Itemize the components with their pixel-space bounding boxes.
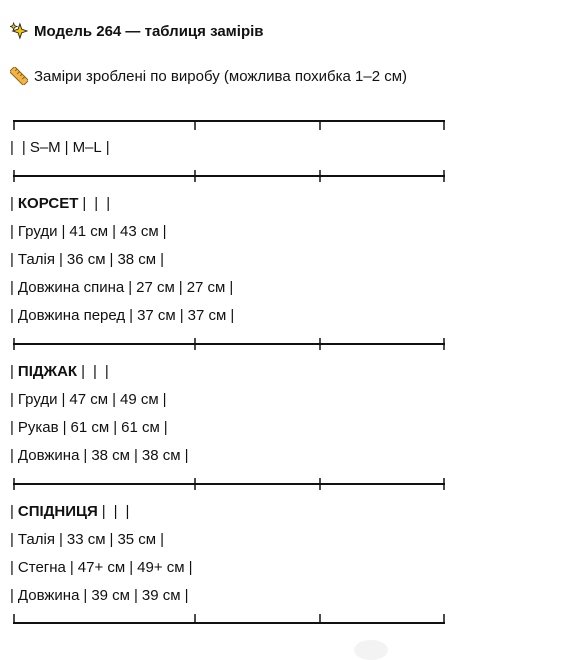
table-row: | Талія | 36 см | 38 см | [10, 251, 165, 268]
table-separator [13, 614, 445, 628]
title-text: Модель 264 — таблиця замірів [34, 22, 264, 40]
table-separator [13, 118, 445, 132]
table-row: | Стегна | 47+ см | 49+ см | [10, 559, 193, 576]
sparkles-icon [10, 22, 28, 40]
table-separator [13, 478, 445, 492]
table-row: | Груди | 47 см | 49 см | [10, 391, 167, 408]
table-row: | Довжина перед | 37 см | 37 см | [10, 307, 235, 324]
ruler-icon [10, 67, 28, 85]
section-heading-skirt: | СПІДНИЦЯ | | | [10, 503, 130, 520]
table-header-row: | | S–M | M–L | [10, 139, 110, 156]
table-row: | Довжина | 38 см | 38 см | [10, 447, 189, 464]
section-heading-corset: | КОРСЕТ | | | [10, 195, 111, 212]
table-separator [13, 338, 445, 352]
table-row: | Довжина спина | 27 см | 27 см | [10, 279, 234, 296]
note-text: Заміри зроблені по виробу (можлива похибка 1–2 см) [34, 67, 408, 85]
page-title [10, 22, 264, 40]
section-heading-jacket: | ПІДЖАК | | | [10, 363, 109, 380]
reaction-badge [354, 640, 388, 660]
table-separator [13, 170, 445, 184]
table-row: | Довжина | 39 см | 39 см | [10, 587, 189, 604]
measurement-note [10, 67, 407, 85]
table-row: | Рукав | 61 см | 61 см | [10, 419, 168, 436]
header-size-sm: S–M [29, 139, 61, 156]
table-row: | Груди | 41 см | 43 см | [10, 223, 167, 240]
table-row: | Талія | 33 см | 35 см | [10, 531, 165, 548]
header-size-ml: M–L [72, 139, 102, 156]
